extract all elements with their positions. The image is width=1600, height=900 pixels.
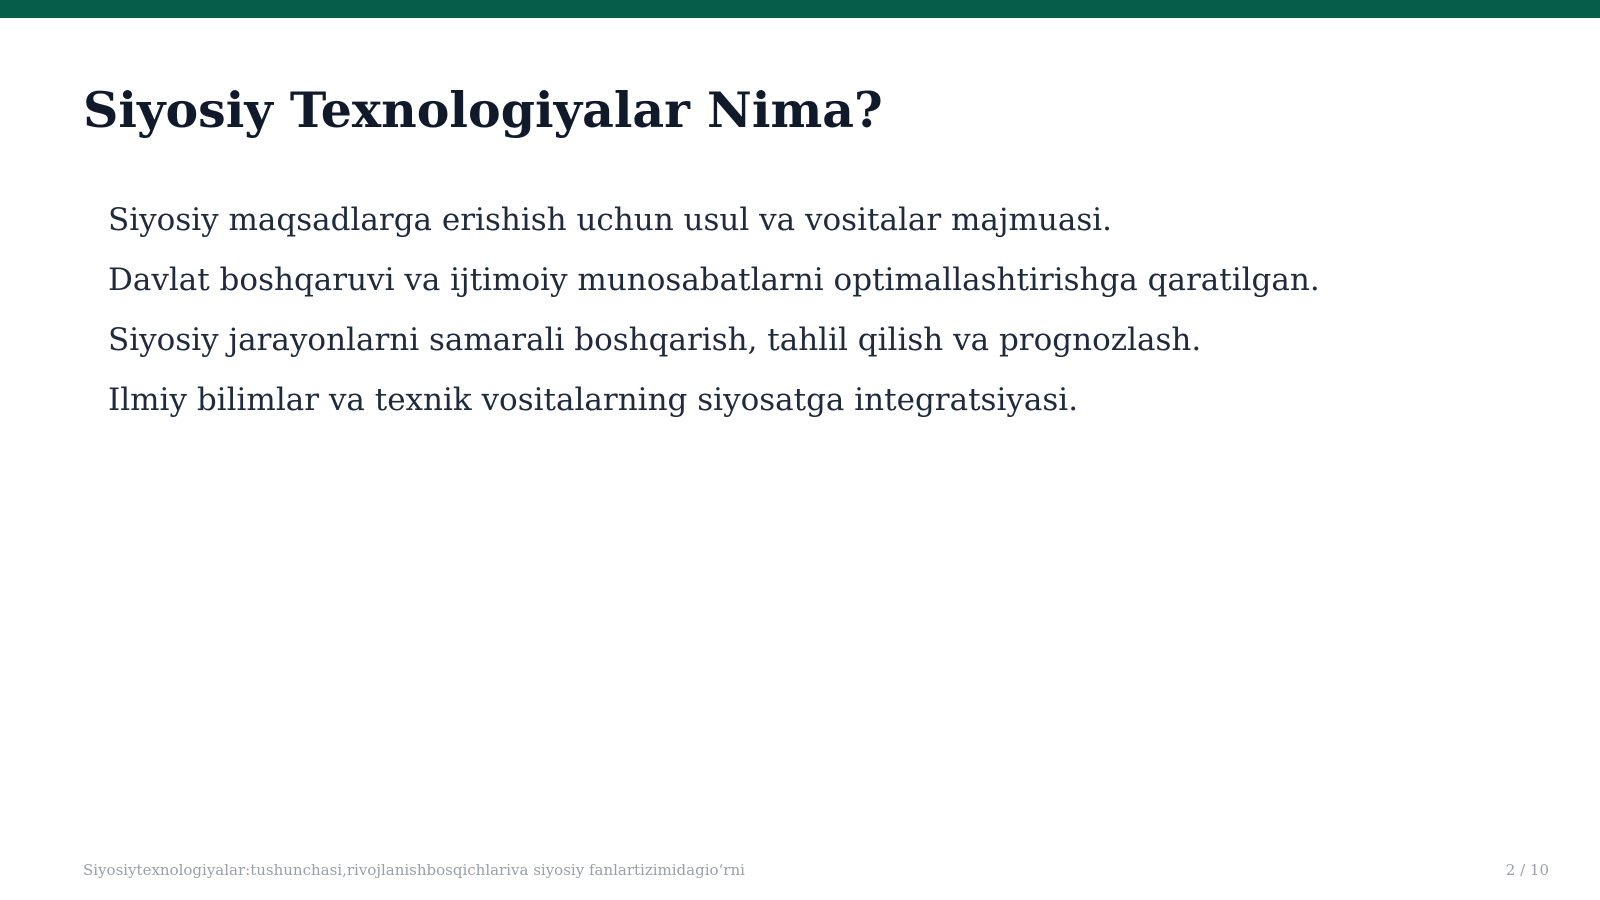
bullet-item: Siyosiy jarayonlarni samarali boshqarish, tahlil qilish va prognozlash. — [108, 322, 1202, 358]
accent-bar — [0, 0, 1600, 18]
bullet-list — [108, 190, 1320, 430]
slide-title: Siyosiy Texnologiyalar Nima? — [83, 81, 883, 139]
bullet-item: Davlat boshqaruvi va ijtimoiy munosabatlarni optimallashtirishga qaratilgan. — [108, 262, 1320, 298]
bullet-item: Ilmiy bilimlar va texnik vositalarning siyosatga integratsiyasi. — [108, 382, 1079, 418]
page-number: 2 / 10 — [1505, 861, 1549, 879]
bullet-item: Siyosiy maqsadlarga erishish uchun usul va vositalar majmuasi. — [108, 202, 1113, 238]
footer-presentation-title: Siyosiytexnologiyalar:tushunchasi,rivojlanishbosqichlariva siyosiy fanlartizimidagio‘rni — [83, 861, 745, 879]
